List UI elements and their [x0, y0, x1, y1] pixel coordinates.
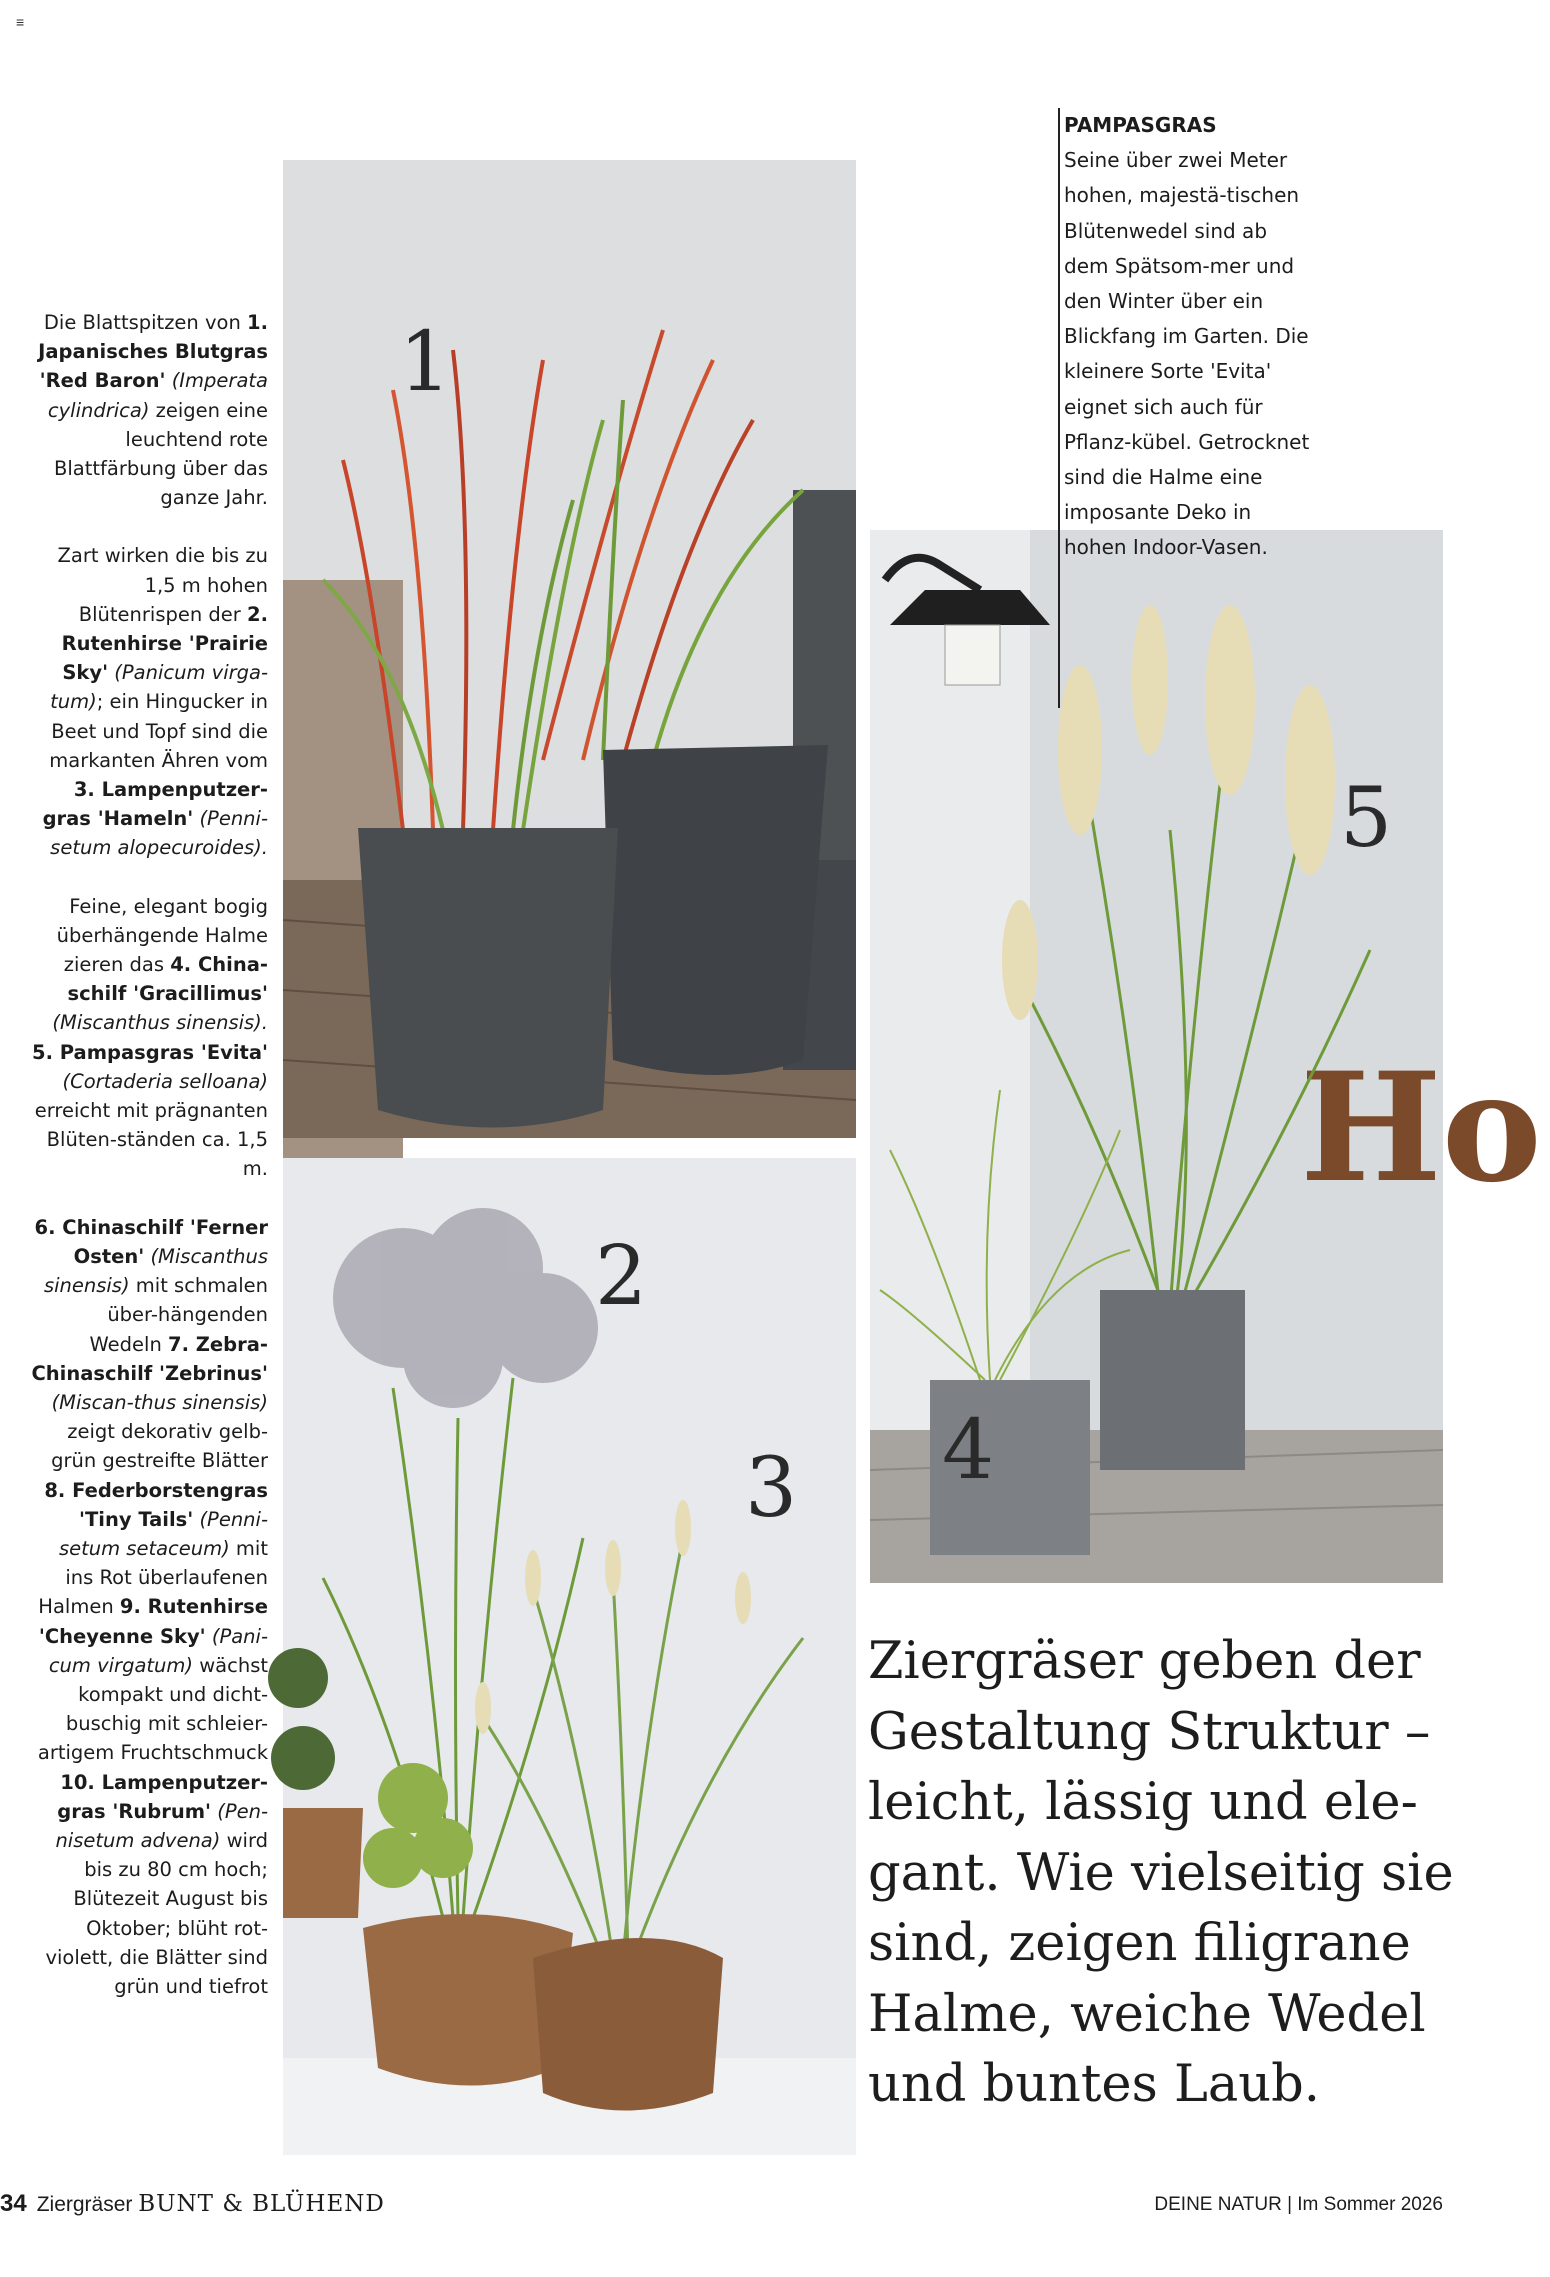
photo-rutenhirse-lampenputzergras	[283, 1158, 856, 2155]
caption-rule	[1058, 108, 1060, 708]
caption-run: (Penni-setum alopecuroides).	[50, 807, 268, 860]
caption-run: zeigen eine leuchtend rote Blattfärbung über das ganze Jahr.	[54, 398, 268, 510]
caption-run: Zart wirken die bis zu 1,5 m hohen Blütenrispen der	[57, 544, 268, 626]
left-caption-column	[30, 308, 268, 2030]
footer-magazine: DEINE NATUR | Im Sommer 2026	[1154, 2194, 1443, 2215]
footer-left	[0, 2190, 385, 2218]
photo-number-3: 3	[745, 1441, 798, 1536]
caption-run: 9. Rutenhirse 'Cheyenne Sky'	[38, 1595, 268, 1648]
photo-number-1: 1	[399, 315, 452, 410]
caption-run: 5. Pampasgras 'Evita'	[32, 1040, 268, 1064]
caption-run: ; ein Hingucker in Beet und Topf sind die markanten Ähren vom	[49, 690, 268, 772]
caption-run: 4. China-schilf 'Gracillimus'	[67, 953, 268, 1006]
caption-paragraph-1	[30, 308, 268, 512]
photo-number-5: 5	[1340, 771, 1393, 866]
photo-number-2: 2	[595, 1229, 648, 1324]
caption-run: wächst kompakt und dicht-buschig mit schleier-artigem Fruchtschmuck	[37, 1653, 268, 1765]
page-number: 34	[0, 2190, 27, 2217]
caption-run: (Panicum virga-tum)	[50, 661, 268, 714]
caption-run: 3. Lampenputzer-gras 'Hameln'	[42, 778, 268, 831]
caption-run: (Imperata cylindrica)	[47, 369, 268, 422]
pampas-caption-title: PAMPASGRAS	[1064, 113, 1217, 137]
pull-quote: Ziergräser geben der Gestaltung Struktur – leicht, lässig und ele-gant. Wie vielseitig sie sind, zeigen filigrane Halme, weiche Wedel und buntes Laub.	[868, 1632, 1454, 2114]
caption-run: (Pen-nisetum advena)	[55, 1799, 268, 1852]
caption-paragraph-2	[30, 541, 268, 862]
caption-run: Die Blattspitzen von	[43, 311, 248, 334]
footer-section-title: BUNT & BLÜHEND	[138, 2191, 385, 2217]
caption-run: wird bis zu 80 cm hoch; Blütezeit August bis Oktober; blüht rot-violett, die Blätter sind grün und tiefrot	[45, 1828, 268, 1998]
caption-run: mit ins Rot überlaufenen Halmen	[38, 1536, 268, 1619]
caption-run: (Pani-cum virgatum)	[48, 1624, 268, 1677]
caption-run: 1. Japanisches Blutgras 'Red Baron'	[38, 311, 268, 393]
caption-run: 8. Federborstengras 'Tiny Tails'	[44, 1478, 268, 1531]
caption-run: (Miscanthus sinensis)	[43, 1244, 268, 1298]
menu-icon[interactable]: ≡	[16, 14, 25, 30]
photo-red-baron-grass	[283, 160, 856, 1138]
sign-letters: Ho	[1300, 1040, 1542, 1216]
caption-run: mit schmalen über-hängenden Wedeln	[89, 1274, 268, 1356]
caption-run: 10. Lampenputzer-gras 'Rubrum'	[57, 1770, 268, 1823]
caption-run: (Cortaderia selloana)	[62, 1069, 268, 1093]
photo-chinaschilf-pampasgras	[870, 530, 1542, 1583]
caption-paragraph-4	[30, 1213, 268, 2001]
caption-run: erreicht mit prägnanten Blüten-ständen ca. 1,5 m.	[34, 1099, 268, 1181]
caption-run: (Miscanthus sinensis).	[52, 1011, 268, 1035]
caption-run: 7. Zebra-Chinaschilf 'Zebrinus'	[31, 1332, 268, 1385]
footer-section-label: Ziergräser	[36, 2193, 133, 2216]
caption-run: 2. Rutenhirse 'Prairie Sky'	[61, 602, 268, 685]
caption-run: (Penni-setum setaceum)	[58, 1507, 268, 1560]
caption-run: (Miscan-thus sinensis)	[51, 1390, 268, 1414]
caption-run: Feine, elegant bogig überhängende Halme zieren das	[56, 894, 268, 977]
caption-paragraph-3	[30, 892, 268, 1184]
photo-number-4: 4	[942, 1403, 995, 1498]
caption-run: zeigt dekorativ gelb-grün gestreifte Blätter	[51, 1420, 268, 1473]
pampas-caption	[1064, 108, 1314, 566]
caption-run: 6. Chinaschilf 'Ferner Osten'	[34, 1215, 268, 1268]
pampas-caption-text: Seine über zwei Meter hohen, majestä-tischen Blütenwedel sind ab dem Spätsom-mer und den Winter über ein Blickfang im Garten. Die kleinere Sorte 'Evita' eignet sich auch für Pflanz-kübel. Getrocknet sind die Halme eine imposante Deko in hohen Indoor-Vasen.	[1064, 148, 1310, 560]
